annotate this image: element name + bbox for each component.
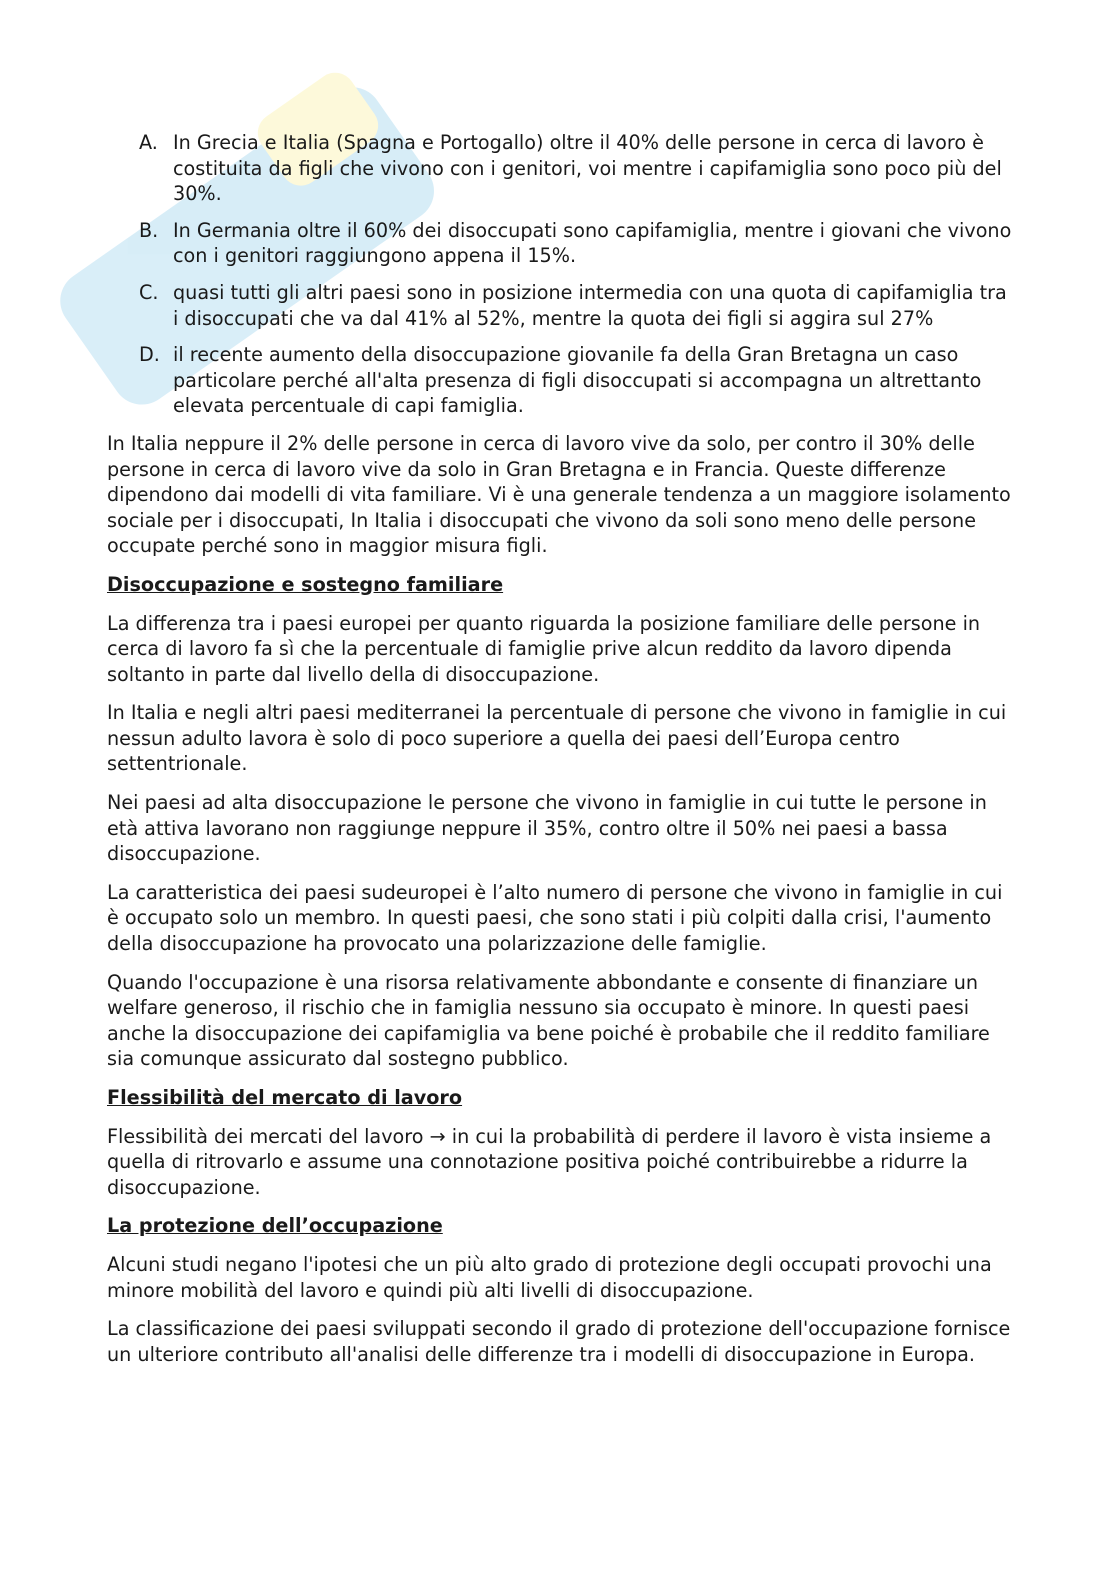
list-item-text: In Germania oltre il 60% dei disoccupati sono capifamiglia, mentre i giovani che vivono con i genitori raggiungono appena il 15%. bbox=[173, 218, 1012, 268]
section-heading-sostegno-familiare: Disoccupazione e sostegno familiare bbox=[107, 572, 504, 596]
section-heading-flessibilita: Flessibilità del mercato di lavoro bbox=[107, 1086, 463, 1109]
document-page bbox=[107, 130, 1012, 1380]
list-item bbox=[107, 280, 1012, 331]
list-item bbox=[107, 218, 1012, 269]
paragraph: La classificazione dei paesi sviluppati secondo il grado di protezione dell'occupazione fornisce un ulteriore contributo all'analisi delle differenze tra i modelli di disoccupazione in Europa. bbox=[107, 1317, 1011, 1366]
list-item-text: il recente aumento della disoccupazione giovanile fa della Gran Bretagna un caso particolare perché all'alta presenza di figli disoccupati si accompagna un altrettanto elevata percentuale di capi famiglia. bbox=[173, 343, 982, 418]
paragraph: Flessibilità dei mercati del lavoro → in cui la probabilità di perdere il lavoro è vista insieme a quella di ritrovarlo e assume una connotazione positiva poiché contribuirebbe a ridurre la disoccupazione. bbox=[107, 1124, 992, 1199]
paragraph: Nei paesi ad alta disoccupazione le persone che vivono in famiglie in cui tutte le persone in età attiva lavorano non raggiunge neppure il 35%, contro oltre il 50% nei paesi a bassa disoccupazione. bbox=[107, 791, 987, 866]
paragraph: Alcuni studi negano l'ipotesi che un più alto grado di protezione degli occupati provochi una minore mobilità del lavoro e quindi più alti livelli di disoccupazione. bbox=[107, 1252, 992, 1302]
list-item bbox=[107, 130, 1012, 207]
list-item-text: quasi tutti gli altri paesi sono in posizione intermedia con una quota di capifamiglia tra i disoccupati che va dal 41% al 52%, mentre la quota dei figli si aggira sul 27% bbox=[173, 280, 1007, 330]
paragraph: La caratteristica dei paesi sudeuropei è l’alto numero di persone che vivono in famiglie in cui è occupato solo un membro. In questi paesi, che sono stati i più colpiti dalla crisi, l'aumento della disoccupazione ha provocato una polarizzazione delle famiglie. bbox=[107, 880, 1003, 956]
paragraph: Quando l'occupazione è una risorsa relativamente abbondante e consente di finanziare un welfare generoso, il rischio che in famiglia nessuno sia occupato è minore. In questi paesi anche la disoccupazione dei capifamiglia va bene poiché è probabile che il reddito familiare sia comunque assicurato dal sostegno pubblico. bbox=[107, 970, 990, 1071]
list-marker: B. bbox=[139, 218, 159, 242]
section-heading-protezione: La protezione dell’occupazione bbox=[107, 1214, 443, 1238]
paragraph: In Italia e negli altri paesi mediterranei la percentuale di persone che vivono in famiglie in cui nessun adulto lavora è solo di poco superiore a quella dei paesi dell’Europa centro settentrionale. bbox=[107, 701, 1007, 776]
list-marker: A. bbox=[139, 131, 158, 154]
list-marker: C. bbox=[139, 280, 159, 304]
intro-paragraph: In Italia neppure il 2% delle persone in cerca di lavoro vive da solo, per contro il 30% delle persone in cerca di lavoro vive da solo in Gran Bretagna e in Francia. Queste differenze dipendono dai modelli di vita familiare. Vi è una generale tendenza a un maggiore isolamento sociale per i disoccupati, In Italia i disoccupati che vivono da soli sono meno delle persone occupate perché sono in maggior misura figli. bbox=[107, 431, 1011, 558]
list-item bbox=[107, 342, 1012, 419]
paragraph: La differenza tra i paesi europei per quanto riguarda la posizione familiare delle persone in cerca di lavoro fa sì che la percentuale di famiglie prive alcun reddito da lavoro dipenda soltanto in parte dal livello della di disoccupazione. bbox=[107, 611, 981, 686]
country-list bbox=[107, 130, 1012, 419]
list-marker: D. bbox=[139, 343, 160, 367]
list-item-text: In Grecia e Italia (Spagna e Portogallo) oltre il 40% delle persone in cerca di lavoro è costituita da figli che vivono con i genitori, voi mentre i capifamiglia sono poco più del 30%. bbox=[173, 131, 1002, 206]
